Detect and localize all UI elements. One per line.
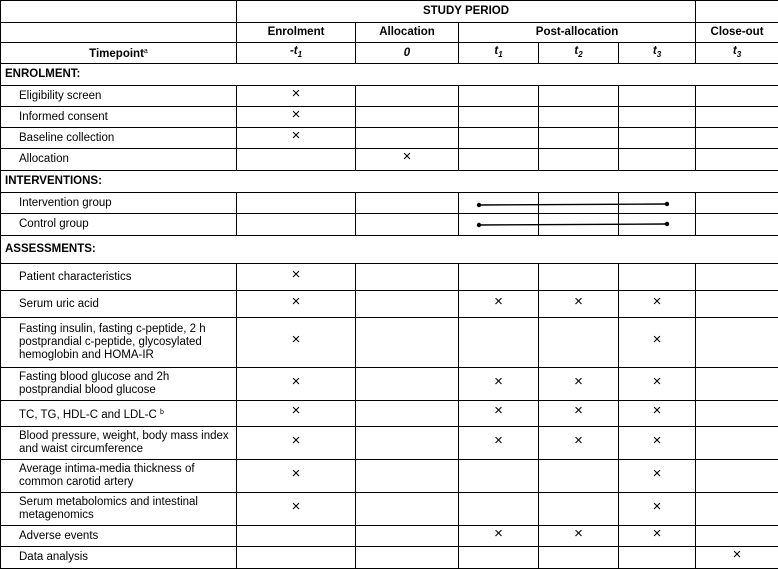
phase-post-allocation: Post-allocation	[459, 23, 696, 43]
header-row-study-period	[1, 1, 778, 23]
table-row	[1, 493, 778, 526]
row-label: Blood pressure, weight, body mass index and waist circumference	[1, 427, 237, 460]
table-row	[1, 107, 778, 128]
table-row	[1, 128, 778, 149]
row-label: Intervention group	[1, 193, 237, 214]
table-row	[1, 214, 778, 236]
row-label: Serum metabolomics and intestinal metagenomics	[1, 493, 237, 526]
table-row	[1, 368, 778, 401]
cross-mark-icon: ×	[291, 497, 301, 515]
row-label: Adverse events	[1, 526, 237, 547]
cross-mark-icon: ×	[291, 292, 301, 310]
cross-mark-icon: ×	[291, 84, 301, 102]
table-row	[1, 291, 778, 318]
cross-mark-icon: ×	[291, 372, 301, 390]
cross-mark-icon: ×	[574, 292, 583, 310]
table-row	[1, 264, 778, 291]
table-row	[1, 318, 778, 368]
cross-mark-icon: ×	[291, 105, 301, 123]
row-label: Allocation	[1, 149, 237, 171]
timepoint-t2: $t_2$	[539, 43, 619, 64]
blank-cell	[1, 1, 237, 23]
blank-cell	[696, 1, 778, 23]
cross-mark-icon: ×	[652, 497, 662, 515]
cross-mark-icon: ×	[652, 402, 662, 419]
cross-mark-icon: ×	[652, 431, 662, 449]
cross-mark-icon: ×	[291, 431, 301, 449]
header-row-phases	[1, 23, 778, 43]
timepoint-close-out: $t_3$	[696, 43, 778, 64]
cross-mark-icon: ×	[652, 464, 662, 482]
row-label: Data analysis	[1, 547, 237, 569]
row-label: Informed consent	[1, 107, 237, 128]
section-enrolment	[1, 64, 778, 86]
timepoint-label: Timepoint$^a$	[1, 43, 237, 64]
cross-mark-icon: ×	[291, 265, 301, 283]
section-assessments	[1, 236, 778, 264]
cross-mark-icon: ×	[494, 372, 503, 390]
header-row-timepoints	[1, 43, 778, 64]
cross-mark-icon: ×	[574, 431, 583, 449]
cross-mark-icon: ×	[291, 331, 301, 348]
cross-mark-icon: ×	[494, 431, 503, 449]
table-row	[1, 193, 778, 214]
table-row	[1, 401, 778, 427]
row-label: Fasting blood glucose and 2h postprandial blood glucose	[1, 368, 237, 401]
phase-enrolment: Enrolment	[237, 23, 356, 43]
cross-mark-icon: ×	[574, 402, 583, 419]
blank-cell	[1, 23, 237, 43]
row-label: Patient characteristics	[1, 264, 237, 291]
cross-mark-icon: ×	[652, 524, 662, 542]
row-label: Control group	[1, 214, 237, 236]
cross-mark-icon: ×	[732, 546, 742, 563]
row-label: Fasting insulin, fasting c-peptide, 2 h postprandial c-peptide, glycosylated hemoglobin and HOMA-IR	[1, 318, 237, 368]
row-label: Eligibility screen	[1, 86, 237, 107]
row-label: Baseline collection	[1, 128, 237, 149]
table-row	[1, 86, 778, 107]
cross-mark-icon: ×	[494, 402, 503, 419]
phase-close-out: Close-out	[696, 23, 778, 43]
cross-mark-icon: ×	[291, 126, 301, 144]
section-heading: ENROLMENT:	[1, 64, 778, 86]
row-label: Average intima-media thickness of common carotid artery	[1, 460, 237, 493]
timepoint-t1: $t_1$	[459, 43, 539, 64]
timepoint-enrolment: $-t_1$	[237, 43, 356, 64]
cross-mark-icon: ×	[574, 372, 583, 390]
section-heading: ASSESSMENTS:	[1, 236, 778, 264]
section-heading: INTERVENTIONS:	[1, 171, 778, 193]
row-label: TC, TG, HDL-C and LDL-C $^b$	[1, 401, 237, 427]
study-period-heading: STUDY PERIOD	[237, 1, 696, 23]
cross-mark-icon: ×	[494, 292, 503, 310]
section-interventions	[1, 171, 778, 193]
cross-mark-icon: ×	[652, 331, 662, 348]
table-row	[1, 547, 778, 569]
table-row	[1, 526, 778, 547]
cross-mark-icon: ×	[574, 524, 583, 542]
cross-mark-icon: ×	[402, 148, 412, 165]
table-row	[1, 427, 778, 460]
cross-mark-icon: ×	[291, 464, 301, 482]
cross-mark-icon: ×	[652, 372, 662, 390]
timepoint-allocation: 0	[356, 43, 459, 64]
timepoint-t3: $t_3$	[619, 43, 696, 64]
cross-mark-icon: ×	[494, 524, 503, 542]
cross-mark-icon: ×	[652, 292, 662, 310]
cross-mark-icon: ×	[291, 402, 301, 419]
phase-allocation: Allocation	[356, 23, 459, 43]
table-row	[1, 460, 778, 493]
row-label: Serum uric acid	[1, 291, 237, 318]
table-row	[1, 149, 778, 171]
